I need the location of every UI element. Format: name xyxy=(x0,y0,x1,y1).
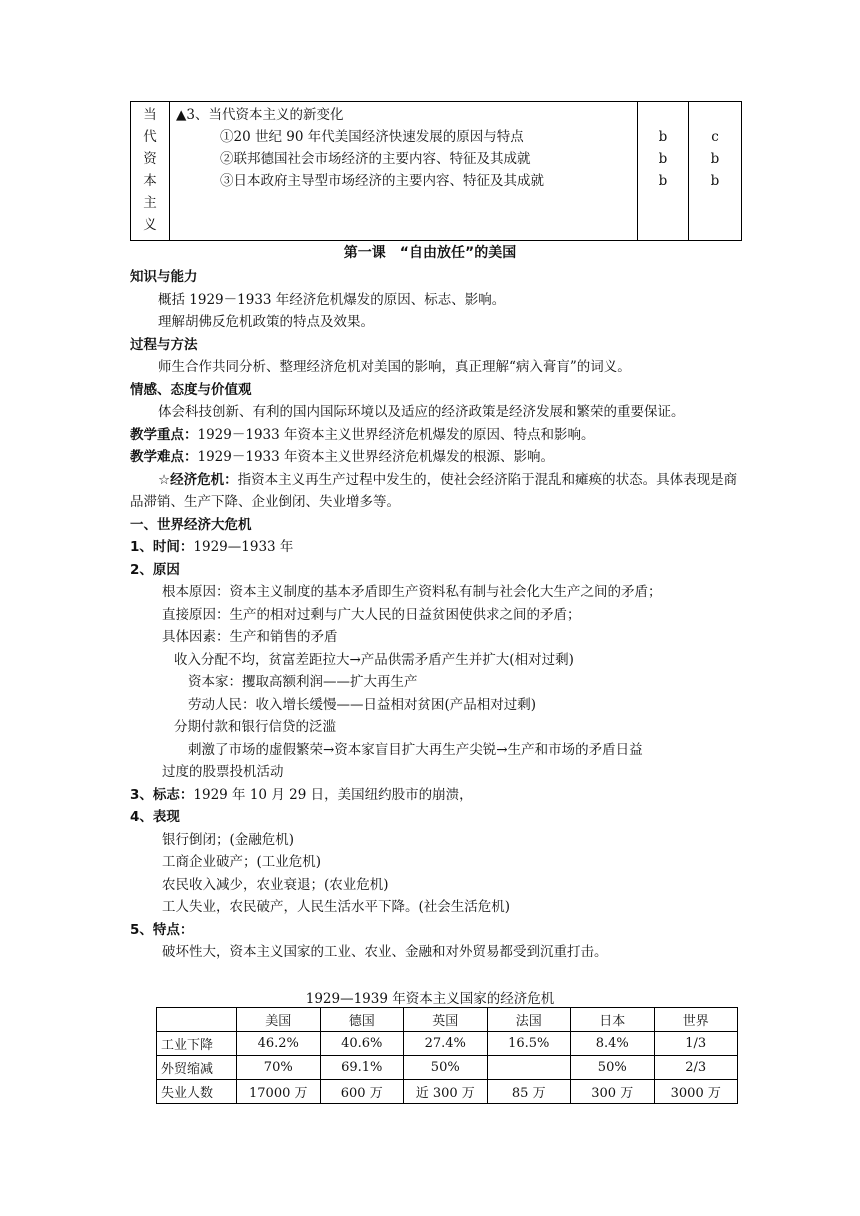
outline-content xyxy=(170,102,638,241)
table-cell: 300 万 xyxy=(571,1080,655,1104)
table-cell: 16.5% xyxy=(487,1032,571,1056)
table-row-label: 工业下降 xyxy=(157,1032,237,1056)
paragraph: 概括 1929－1933 年经济危机爆发的原因、标志、影响。 xyxy=(158,291,506,308)
side-char: 义 xyxy=(143,217,157,233)
table-header-cell: 德国 xyxy=(320,1008,404,1032)
table-cell: 69.1% xyxy=(320,1056,404,1080)
table-cell: 17000 万 xyxy=(237,1080,321,1104)
side-char: 本 xyxy=(143,173,157,189)
side-char: 主 xyxy=(143,195,157,211)
table-row-label: 外贸缩减 xyxy=(157,1056,237,1080)
lesson-title: 第一课 “自由放任”的美国 xyxy=(343,245,517,261)
table-row xyxy=(157,1056,738,1080)
feature-heading: 5、特点： xyxy=(130,921,194,938)
table-cell: 1/3 xyxy=(654,1032,738,1056)
sign-text: 1929 年 10 月 29 日，美国纽约股市的崩溃， xyxy=(193,786,473,803)
difficult-point-label: 教学难点： xyxy=(130,449,198,465)
level-mark: b xyxy=(710,173,720,189)
outline-col-c xyxy=(689,102,742,241)
lesson-body xyxy=(130,266,742,964)
outline-heading: ▲3、当代资本主义的新变化 xyxy=(176,107,344,123)
outline-item: ③日本政府主导型市场经济的主要内容、特征及其成就 xyxy=(220,173,544,189)
key-point-label: 教学重点： xyxy=(130,426,198,443)
economic-crisis-table xyxy=(156,1007,738,1104)
table-header-cell: 英国 xyxy=(404,1008,488,1032)
key-point-text: 1929－1933 年资本主义世界经济危机爆发的原因、特点和影响。 xyxy=(197,426,595,443)
side-char: 代 xyxy=(143,129,157,145)
paragraph: 刺激了市场的虚假繁荣→资本家盲目扩大再生产尖锐→生产和市场的矛盾日益 xyxy=(188,741,643,758)
outline-side-label xyxy=(131,102,170,241)
difficult-point xyxy=(130,446,742,469)
performance-heading: 4、表现 xyxy=(130,809,180,825)
table-row xyxy=(157,1080,738,1104)
level-mark: b xyxy=(658,151,668,167)
table-caption: 1929—1939 年资本主义国家的经济危机 xyxy=(305,991,555,1007)
level-mark: b xyxy=(710,151,720,167)
table-cell: 27.4% xyxy=(404,1032,488,1056)
key-point xyxy=(130,424,742,447)
paragraph: 师生合作共同分析、整理经济危机对美国的影响，真正理解“病入膏肓”的词义。 xyxy=(158,359,631,375)
table-header-row xyxy=(157,1008,738,1032)
outline-item: ②联邦德国社会市场经济的主要内容、特征及其成就 xyxy=(220,151,531,167)
level-mark: c xyxy=(711,129,719,145)
paragraph: 过度的股票投机活动 xyxy=(162,764,284,780)
cause-heading: 2、原因 xyxy=(130,561,180,578)
paragraph: 理解胡佛反危机政策的特点及效果。 xyxy=(158,314,374,330)
time-line xyxy=(130,536,742,559)
outline-col-b xyxy=(638,102,689,241)
paragraph: 资本家：攫取高额利润——扩大再生产 xyxy=(188,674,418,690)
side-char: 资 xyxy=(143,151,157,167)
paragraph: 劳动人民：收入增长缓慢——日益相对贫困(产品相对过剩) xyxy=(188,696,537,713)
table-cell: 8.4% xyxy=(571,1032,655,1056)
side-char: 当 xyxy=(143,107,157,123)
table-cell: 近 300 万 xyxy=(404,1080,488,1104)
table-cell: 50% xyxy=(404,1056,488,1080)
part-heading: 一、世界经济大危机 xyxy=(130,516,252,533)
difficult-point-text: 1929－1933 年资本主义世界经济危机爆发的根源、影响。 xyxy=(197,449,555,465)
time-label: 1、时间： xyxy=(130,539,194,555)
table-cell: 2/3 xyxy=(654,1056,738,1080)
table-cell xyxy=(487,1056,571,1080)
outline-item: ①20 世纪 90 年代美国经济快速发展的原因与特点 xyxy=(220,129,524,145)
paragraph: 直接原因：生产的相对过剩与广大人民的日益贫困使供求之间的矛盾； xyxy=(162,606,581,623)
sign-label: 3、标志： xyxy=(130,786,194,803)
table-row-label: 失业人数 xyxy=(157,1080,237,1104)
paragraph: 体会科技创新、有利的国内国际环境以及适应的经济政策是经济发展和繁荣的重要保证。 xyxy=(158,404,685,420)
crisis-definition xyxy=(130,469,742,514)
paragraph: 银行倒闭；(金融危机) xyxy=(162,831,295,848)
table-cell: 70% xyxy=(237,1056,321,1080)
level-mark: b xyxy=(658,173,668,189)
section-heading: 过程与方法 xyxy=(130,336,198,353)
section-heading: 情感、态度与价值观 xyxy=(130,381,252,398)
paragraph: 收入分配不均，贫富差距拉大→产品供需矛盾产生并扩大(相对过剩) xyxy=(174,651,574,668)
table-cell: 600 万 xyxy=(320,1080,404,1104)
outline-table xyxy=(130,101,742,241)
table-cell: 40.6% xyxy=(320,1032,404,1056)
paragraph: 工商企业破产；(工业危机) xyxy=(162,854,322,870)
time-text: 1929—1933 年 xyxy=(193,539,294,555)
paragraph: 根本原因：资本主义制度的基本矛盾即生产资料私有制与社会化大生产之间的矛盾； xyxy=(162,584,662,600)
section-heading: 知识与能力 xyxy=(130,269,198,285)
table-cell: 85 万 xyxy=(487,1080,571,1104)
table-header-cell: 日本 xyxy=(571,1008,655,1032)
table-cell: 3000 万 xyxy=(654,1080,738,1104)
paragraph: 分期付款和银行信贷的泛滥 xyxy=(174,719,336,735)
table-cell: 50% xyxy=(571,1056,655,1080)
sign-line xyxy=(130,784,742,807)
crisis-definition-label: ☆经济危机： xyxy=(158,471,238,488)
paragraph: 破坏性大，资本主义国家的工业、农业、金融和对外贸易都受到沉重打击。 xyxy=(162,944,608,960)
level-mark: b xyxy=(658,129,668,145)
paragraph: 具体因素：生产和销售的矛盾 xyxy=(162,629,338,645)
paragraph: 农民收入减少，农业衰退；(农业危机) xyxy=(162,876,389,893)
crisis-definition-text: 指资本主义再生产过程中发生的，使社会经济陷于混乱和瘫痪的状态。具体表现是商品滞销、生产下降、企业倒闭、失业增多等。 xyxy=(130,471,738,510)
paragraph: 工人失业，农民破产，人民生活水平下降。(社会生活危机) xyxy=(162,899,511,915)
table-header-cell: 美国 xyxy=(237,1008,321,1032)
table-row xyxy=(157,1032,738,1056)
table-header-cell xyxy=(157,1008,237,1032)
table-header-cell: 世界 xyxy=(654,1008,738,1032)
table-header-cell: 法国 xyxy=(487,1008,571,1032)
table-cell: 46.2% xyxy=(237,1032,321,1056)
